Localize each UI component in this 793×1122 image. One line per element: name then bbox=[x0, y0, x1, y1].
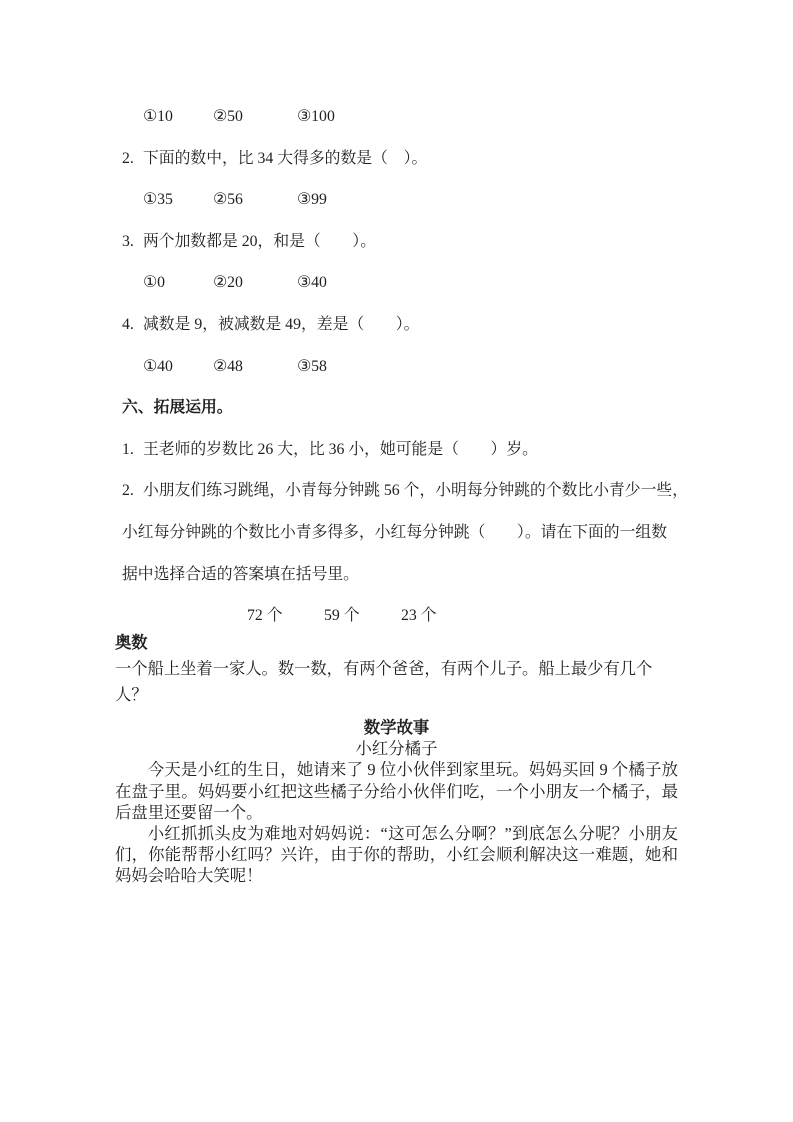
story-heading: 数学故事 bbox=[363, 718, 430, 737]
story-section bbox=[115, 717, 678, 887]
section-six-q2-number: 2. bbox=[122, 482, 134, 500]
question-3-options bbox=[122, 262, 679, 304]
section-six-q2-line1 bbox=[122, 470, 688, 512]
answer-choice-3: 23 个 bbox=[401, 607, 437, 625]
option-4-2: ②48 bbox=[213, 357, 243, 375]
question-3 bbox=[122, 221, 679, 263]
question-3-text: 两个加数都是 20，和是（ ）。 bbox=[143, 232, 377, 250]
section-six-heading: 六、拓展运用。 bbox=[122, 399, 233, 417]
section-six-q2-line3: 据中选择合适的答案填在括号里。 bbox=[122, 565, 359, 583]
option-2-3: ③99 bbox=[297, 191, 327, 209]
option-3-3: ③40 bbox=[297, 274, 327, 292]
question-2-text: 下面的数中，比 34 大得多的数是（ ）。 bbox=[143, 149, 428, 167]
question-4-text: 减数是 9，被减数是 49，差是（ ）。 bbox=[143, 315, 420, 333]
section-six-q2-line2: 小红每分钟跳的个数比小青多得多，小红每分钟跳（ ）。请在下面的一组数 bbox=[122, 523, 667, 541]
option-1-2: ②50 bbox=[213, 108, 243, 125]
option-1-3: ③100 bbox=[297, 108, 335, 125]
story-paragraph-1: 今天是小红的生日，她请来了 9 位小伙伴到家里玩。妈妈买回 9 个橘子放在盘子里。妈妈要小红把这些橘子分给小伙伴们吃，一个小朋友一个橘子，最后盘里还要留一个。 bbox=[115, 760, 678, 822]
section-six-q1 bbox=[122, 429, 679, 471]
option-2-1: ①35 bbox=[143, 191, 173, 209]
answer-choice-2: 59 个 bbox=[324, 607, 360, 625]
option-3-1: ①0 bbox=[143, 274, 166, 292]
olympiad-question: 一个船上坐着一家人。数一数，有两个爸爸，有两个儿子。船上最少有几个人？ bbox=[115, 659, 653, 704]
option-3-2: ②20 bbox=[213, 274, 243, 292]
option-1-1: ①10 bbox=[143, 108, 173, 125]
story-paragraph-2: 小红抓抓头皮为难地对妈妈说：“这可怎么分啊？”到底怎么分呢？小朋友们，你能帮帮小红吗？兴许，由于你的帮助，小红会顺利解决这一难题，她和妈妈会哈哈大笑呢！ bbox=[115, 824, 678, 886]
option-2-2: ②56 bbox=[213, 191, 243, 209]
story-subtitle: 小红分橘子 bbox=[355, 739, 438, 759]
question-2 bbox=[122, 138, 679, 180]
question-4 bbox=[122, 304, 679, 346]
question-4-options bbox=[122, 346, 679, 388]
question-3-number: 3. bbox=[122, 232, 134, 250]
olympiad-heading: 奥数 bbox=[115, 633, 148, 652]
section-six-q2-text1: 小朋友们练习跳绳，小青每分钟跳 56 个，小明每分钟跳的个数比小青少一些， bbox=[143, 482, 688, 500]
answer-choice-1: 72 个 bbox=[247, 607, 283, 625]
question-2-options bbox=[122, 179, 679, 221]
section-six-q1-text: 王老师的岁数比 26 大，比 36 小，她可能是（ ）岁。 bbox=[143, 440, 538, 458]
option-4-3: ③58 bbox=[297, 357, 327, 375]
option-4-1: ①40 bbox=[143, 357, 173, 375]
section-six-q1-number: 1. bbox=[122, 440, 134, 458]
quiz-section bbox=[122, 96, 688, 637]
olympiad-section bbox=[115, 630, 681, 708]
question-4-number: 4. bbox=[122, 315, 134, 333]
question-2-number: 2. bbox=[122, 149, 134, 167]
question-1-options bbox=[122, 96, 679, 138]
